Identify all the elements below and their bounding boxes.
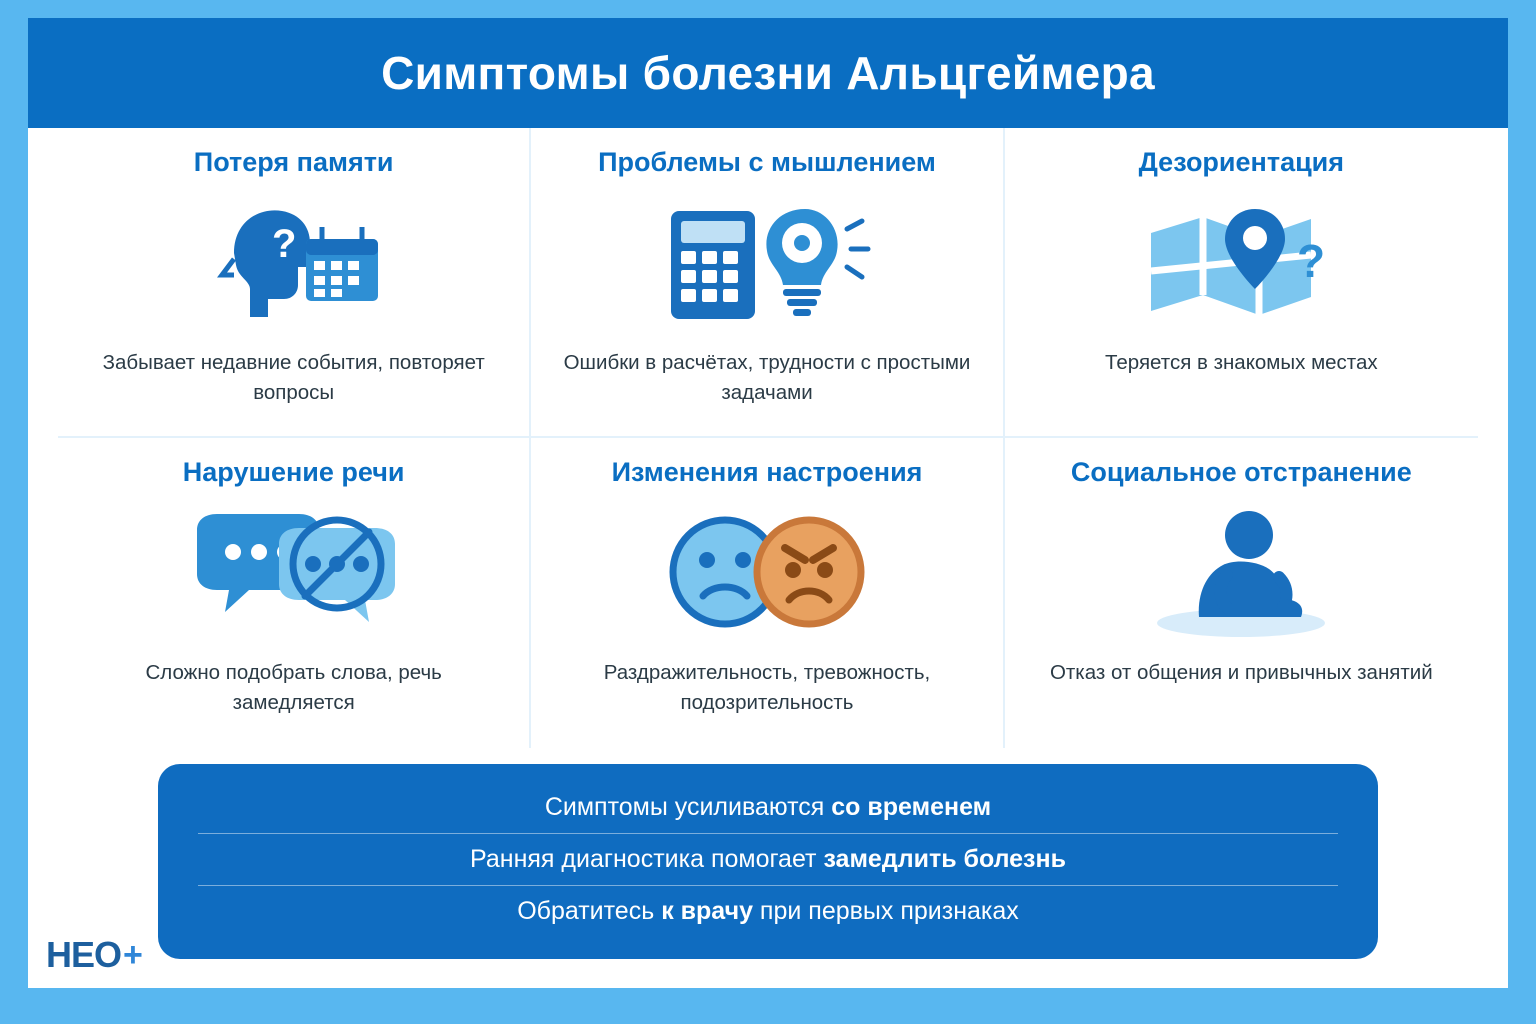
page-title: Симптомы болезни Альцгеймера	[381, 47, 1155, 99]
symptom-title: Нарушение речи	[182, 457, 405, 487]
footer-line-2-bold: замедлить болезнь	[823, 845, 1066, 873]
brand-logo	[46, 934, 142, 976]
footer-line-3-text: Обратитесь	[517, 897, 662, 925]
symptom-title: Социальное отстранение	[1070, 457, 1412, 487]
footer-line-2-text: Ранняя диагностика помогает	[470, 845, 824, 873]
poster-content	[28, 128, 1508, 988]
svg-text:?: ?	[271, 222, 297, 267]
title-bar	[28, 18, 1508, 128]
footer-line-3-tail: при первых признаках	[752, 897, 1019, 925]
footer-notes	[158, 764, 1378, 959]
footer-line-3-bold: к врачу	[661, 897, 753, 925]
symptom-description: Теряется в знакомых местах	[1105, 351, 1378, 375]
svg-text:?: ?	[1297, 235, 1326, 288]
symptom-card-memory-loss	[58, 128, 531, 438]
footer-line-1	[198, 782, 1338, 833]
footer-line-3	[198, 885, 1338, 937]
sad-angry-faces-icon	[657, 498, 877, 648]
symptom-title: Изменения настроения	[611, 457, 923, 487]
symptom-title: Проблемы с мышлением	[598, 147, 936, 177]
symptom-card-thinking-problems	[531, 128, 1004, 438]
infographic-poster	[28, 18, 1508, 988]
logo-text: HEO	[46, 934, 122, 975]
symptom-description: Ошибки в расчётах, трудности с простыми задачами	[563, 351, 971, 405]
symptom-card-social-withdrawal	[1005, 438, 1478, 748]
footer-line-2	[198, 833, 1338, 885]
symptom-title: Дезориентация	[1138, 147, 1345, 177]
head-question-calendar-icon	[194, 188, 394, 338]
footer-line-1-bold: со временем	[831, 793, 992, 821]
symptom-card-mood-changes	[531, 438, 1004, 748]
symptom-description: Забывает недавние события, повторяет вопросы	[102, 351, 485, 405]
footer-line-1-text: Симптомы усиливаются	[544, 793, 832, 821]
speech-bubbles-blocked-icon	[179, 498, 409, 648]
map-pin-question-icon	[1131, 188, 1351, 338]
person-sitting-alone-icon	[1131, 498, 1351, 648]
symptom-description: Раздражительность, тревожность, подозрительность	[603, 661, 931, 715]
symptom-card-disorientation	[1005, 128, 1478, 438]
symptom-description: Сложно подобрать слова, речь замедляется	[145, 661, 442, 715]
symptoms-grid	[58, 128, 1478, 748]
symptom-card-speech-impairment	[58, 438, 531, 748]
logo-plus: +	[123, 935, 142, 974]
symptom-description: Отказ от общения и привычных занятий	[1049, 661, 1433, 685]
symptom-title: Потеря памяти	[193, 147, 394, 177]
calculator-lightbulb-icon	[657, 188, 877, 338]
